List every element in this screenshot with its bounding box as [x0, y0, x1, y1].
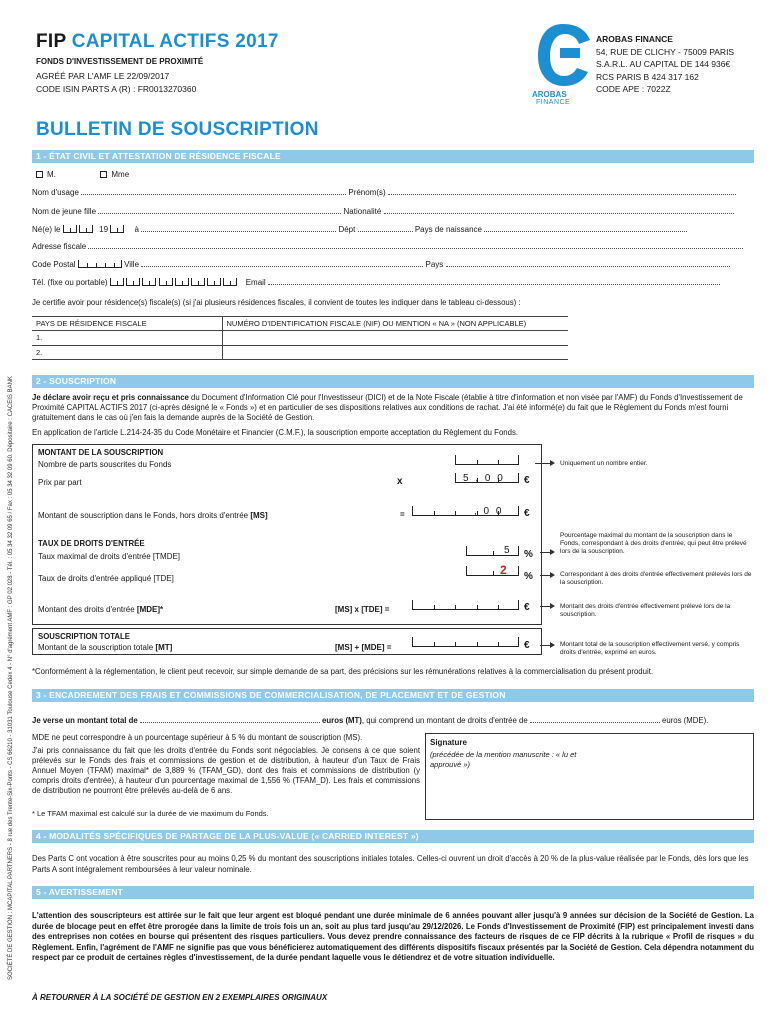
mde-note: MDE ne peut correspondre à un pourcentage supérieur à 5 % du montant de souscription (MS).	[32, 733, 363, 742]
footer-return: À RETOURNER À LA SOCIÉTÉ DE GESTION EN 2 EXEMPLAIRES ORIGINAUX	[32, 993, 328, 1002]
row-nom-jf	[32, 206, 734, 217]
label-nom-jeune-fille: Nom de jeune fille	[32, 207, 97, 216]
label-nationalite: Nationalité	[343, 207, 382, 216]
company-logo	[532, 20, 594, 106]
arrow-tde-head	[550, 572, 555, 578]
note-mde: Montant des droits d'entrée effectivement prélevé lors de la souscription.	[560, 603, 731, 618]
taux-applique-value: 2	[500, 563, 507, 577]
field-annee[interactable]	[110, 225, 124, 233]
arrow-mde	[540, 606, 550, 607]
row-verse	[32, 715, 708, 726]
checkbox-mme[interactable]	[100, 171, 107, 178]
tfam-paragraph: J'ai pris connaissance du fait que les droits d'entrée du Fonds sont négociables. Je consens à ce que soient prélevés sur le Fonds des frais et commissions de gestion et de distribution, à hauteur d'un Taux de Frais Annuel Moyen (TFAM) maximal* de 3,889 % (TFAM_GD), dont des frais et commissions de distribution (y compris droits d'entrée), à hauteur d'un pourcentage maximal de 1,556 % (TFAM_D). Les frais et commissions de distribution ne pourront être prélevés au-delà de 6 ans.	[32, 746, 420, 795]
field-lieu[interactable]	[141, 224, 336, 232]
fund-title-prefix: FIP	[36, 31, 67, 52]
label-code-postal: Code Postal	[32, 260, 76, 269]
table-header-nif: NUMÉRO D'IDENTIFICATION FISCALE (NIF) OU MENTION « NA » (NON APPLICABLE)	[222, 317, 568, 331]
mde-tag: [MDE]*	[136, 605, 164, 614]
row-adresse	[32, 241, 743, 252]
label-ne-le: Né(e) le	[32, 225, 61, 234]
montant-title: MONTANT DE LA SOUSCRIPTION	[38, 448, 164, 457]
field-pays-naissance[interactable]	[484, 224, 687, 232]
field-montant-total-verse[interactable]	[140, 715, 320, 723]
table-row[interactable]	[32, 331, 568, 345]
warning-text: L'attention des souscripteurs est attirée sur le fait que leur argent est bloqué pendant une durée minimale de 6 années pouvant aller jusqu'à 9 années sur décision de la Société de Gestion. La durée de blocage peut en effet être prorogée dans la limite de trois fois un an, soit au plus tard jusqu'au 29/12/2026. Le Fonds d'Investissement de Proximité (FIP) est principalement investi dans des entreprises non cotées en bourse qui présentent des risques particuliers. Vous devez prendre connaissance des facteurs de risques de ce FIP décrits à la rubrique « Profil de risques » du Règlement. Enfin, l'agrément de l'AMF ne signifie pas que vous bénéficierez automatiquement des différents dispositifs fiscaux présentés par la Société de Gestion. Cela dépendra notamment du respect par ce produit de certaines règles d'investissement, de la durée pendant laquelle vous le détiendrez et de votre situation individuelle.	[32, 911, 754, 962]
formula-mt: [MS] + [MDE] =	[335, 643, 392, 652]
row-ville	[32, 259, 730, 270]
euros-mt: euros (MT)	[319, 716, 362, 725]
field-prenoms[interactable]	[388, 187, 736, 195]
field-ville[interactable]	[141, 259, 423, 267]
tfam-note: * Le TFAM maximal est calculé sur la durée de vie maximum du Fonds.	[32, 809, 269, 818]
field-tel-1[interactable]	[110, 278, 124, 286]
euro-prix: €	[524, 475, 530, 486]
row-naissance	[32, 224, 687, 235]
taux-max-value: 5	[504, 545, 510, 556]
civility-row	[36, 170, 129, 180]
certify-text: Je certifie avoir pour résidence(s) fiscale(s) (si j'ai plusieurs résidences fiscales, il convient de toutes les indiquer dans le tableau ci-dessous) :	[32, 298, 521, 307]
pct-tde: %	[524, 571, 533, 582]
ms-value: , 0 0	[474, 506, 504, 517]
mt-tag: [MT]	[155, 643, 173, 652]
field-montant-mde[interactable]	[412, 600, 519, 610]
label-montant-droits	[38, 605, 163, 615]
x-sign: x	[397, 476, 403, 487]
table-row-label: 1.	[32, 331, 222, 345]
company-rcs: RCS PARIS B 424 317 162	[596, 71, 699, 82]
field-adresse[interactable]	[88, 241, 743, 249]
row-nom	[32, 187, 736, 198]
label-prenoms: Prénom(s)	[348, 188, 386, 197]
label-a: à	[134, 225, 139, 234]
arrow-mde-head	[550, 603, 555, 609]
field-email[interactable]	[268, 277, 720, 285]
company-info	[596, 33, 734, 96]
sidebar-legal-text: SOCIÉTÉ DE GESTION : MCAPITAL PARTNERS - 8 rue des Trente-Six-Ponts - CS 66210 - 31031 Toulouse Cedex 4 - N° d'agrément AMF : GP 02 028 - Tél. : 05 34 32 09 65 / Fax : 05 34 32 09 60. Dépositaire : CACEIS BANK	[8, 376, 14, 980]
fund-title	[36, 30, 279, 54]
field-nationalite[interactable]	[384, 206, 734, 214]
euros-mde: euros (MDE).	[659, 716, 709, 725]
label-prix-part: Prix par part	[38, 478, 82, 487]
label-tel: Tél. (fixe ou portable)	[32, 278, 108, 287]
carried-interest-text: Des Parts C ont vocation à être souscrites pour au moins 0,25 % du montant des souscriptions initiales totales. Celles-ci ouvrent un droit d'accès à 20 % de la plus-value réalisée par le Fonds, dès lors que les Parts A sont intégralement remboursées à leur valeur nominale.	[32, 854, 749, 874]
note-tde: Correspondant à des droits d'entrée effectivement prélevés lors de la souscription.	[560, 571, 752, 586]
field-taux-applique[interactable]	[466, 566, 519, 576]
page-title: BULLETIN DE SOUSCRIPTION	[36, 119, 319, 140]
company-capital: S.A.R.L. AU CAPITAL DE 144 936€	[596, 59, 731, 69]
arrow-tde	[540, 575, 550, 576]
table-cell-nif-1[interactable]	[222, 331, 568, 345]
field-nom-usage[interactable]	[81, 187, 346, 195]
fund-isin: CODE ISIN PARTS A (R) : FR0013270360	[36, 84, 197, 94]
section-2-heading: 2 - SOUSCRIPTION	[32, 375, 754, 388]
arrow-parts	[535, 463, 550, 464]
montant-droits-text: Montant des droits d'entrée	[38, 605, 137, 614]
field-jour[interactable]	[63, 225, 77, 233]
field-tel-8[interactable]	[223, 278, 237, 286]
label-taux-max: Taux maximal de droits d'entrée [TMDE]	[38, 552, 181, 561]
label-montant-hors	[38, 511, 268, 521]
label-taux-applique: Taux de droits d'entrée appliqué [TDE]	[38, 574, 174, 583]
table-row[interactable]	[32, 345, 568, 359]
pct-tmde: %	[524, 549, 533, 560]
formula-mde: [MS] x [TDE] =	[335, 605, 390, 614]
row-tel	[32, 277, 720, 288]
arrow-tmde	[540, 552, 550, 553]
signature-hint: (précédée de la mention manuscrite : « lu et approuvé »)	[430, 750, 577, 769]
fund-approval: AGRÉÉ PAR L'AMF LE 22/09/2017	[36, 71, 170, 81]
label-nombre-parts: Nombre de parts souscrites du Fonds	[38, 460, 172, 469]
company-name: AROBAS FINANCE	[596, 34, 673, 44]
field-tel-7[interactable]	[207, 278, 221, 286]
label-mme: Mme	[111, 170, 130, 179]
declaration-rest: du Document d'Information Clé pour l'Investisseur (DICI) et de la Note Fiscale (établie à titre d'information et non visée par l'AMF) du Fonds d'Investissement de Proximité CAPITAL ACTIFS 2017 (ci-après désigné le « Fonds ») et en particulier de ses dispositions relatives aux conditions de rachat. J'ai été informé(e) du fait que le Règlement du Fonds m'est fourni gratuitement dans le cas où j'en fais la demande auprès de la Société de Gestion.	[32, 393, 743, 422]
euro-mt: €	[524, 640, 530, 651]
field-code-postal[interactable]	[78, 260, 122, 268]
note-mt: Montant total de la souscription effectivement versé, y compris droits d'entrée, exprimé en euros.	[560, 641, 740, 656]
label-email: Email	[245, 278, 266, 287]
label-adresse: Adresse fiscale	[32, 242, 87, 251]
ms-tag: [MS]	[250, 511, 268, 520]
company-address: 54, RUE DE CLICHY - 75009 PARIS	[596, 46, 735, 57]
section-4-heading: 4 - MODALITÉS SPÉCIFIQUES DE PARTAGE DE LA PLUS-VALUE (« CARRIED INTEREST »)	[32, 830, 754, 843]
arrow-mt	[540, 645, 550, 646]
section-3-heading: 3 - ENCADREMENT DES FRAIS ET COMMISSIONS DE COMMERCIALISATION, DE PLACEMENT ET DE GESTION	[32, 689, 754, 702]
field-tel-5[interactable]	[175, 278, 189, 286]
label-pays: Pays	[425, 260, 444, 269]
logo-word-2: FINANCE	[536, 99, 571, 106]
label-m: M.	[47, 170, 56, 179]
declaration-text	[32, 393, 754, 423]
label-ville: Ville	[124, 260, 140, 269]
montant-total-text: Montant de la souscription totale	[38, 643, 156, 652]
checkbox-m[interactable]	[36, 171, 43, 178]
field-taux-max	[466, 546, 519, 556]
eq-ms: =	[400, 510, 405, 519]
field-pays[interactable]	[446, 259, 730, 267]
note-tmde: Pourcentage maximal du montant de la souscription dans le Fonds, correspondant à des droits d'entrée, qui peut être prélevé lors de la souscription.	[560, 532, 747, 555]
section-5-heading: 5 - AVERTISSEMENT	[32, 886, 754, 899]
table-header-pays: PAYS DE RÉSIDENCE FISCALE	[32, 317, 222, 331]
taux-title: TAUX DE DROITS D'ENTRÉE	[38, 539, 145, 548]
signature-box[interactable]	[425, 733, 754, 820]
prix-part-value: 5 , 0 0	[463, 473, 505, 484]
section-1-heading: 1 - ÉTAT CIVIL ET ATTESTATION DE RÉSIDENCE FISCALE	[32, 150, 754, 163]
field-nom-jeune-fille[interactable]	[98, 206, 341, 214]
label-dept: Dépt	[338, 225, 356, 234]
fund-title-rest: CAPITAL ACTIFS 2017	[71, 31, 279, 52]
total-title: SOUSCRIPTION TOTALE	[38, 632, 130, 641]
euro-ms: €	[524, 508, 530, 519]
total-box-outline	[32, 628, 542, 655]
field-tel-6[interactable]	[191, 278, 205, 286]
field-nombre-parts[interactable]	[455, 455, 519, 465]
application-text: En application de l'article L.214-24-35 du Code Monétaire et Financier (C.M.F.), la souscription emporte acceptation du Règlement du Fonds.	[32, 428, 519, 437]
montant-hors-text: Montant de souscription dans le Fonds, hors droits d'entrée	[38, 511, 251, 520]
signature-title: Signature	[430, 738, 467, 747]
label-pays-naissance: Pays de naissance	[414, 225, 482, 234]
field-tel-3[interactable]	[142, 278, 156, 286]
declaration-bold: Je déclare avoir reçu et pris connaissance	[32, 393, 189, 402]
table-cell-nif-2[interactable]	[222, 345, 568, 359]
comprend-text: , qui comprend un montant de droits d'entrée de	[361, 716, 528, 725]
field-tel-2[interactable]	[126, 278, 140, 286]
montant-box	[32, 444, 542, 625]
residence-table	[32, 316, 568, 360]
arobas-logo-icon	[532, 20, 594, 90]
label-year-prefix: 19	[99, 225, 109, 234]
company-ape: CODE APE : 7022Z	[596, 84, 671, 94]
fund-type: FONDS D'INVESTISSEMENT DE PROXIMITÉ	[36, 57, 204, 66]
label-nom-usage: Nom d'usage	[32, 188, 79, 197]
arrow-tmde-head	[550, 549, 555, 555]
arrow-parts-head	[550, 460, 555, 466]
arrow-mt-head	[550, 642, 555, 648]
verse-bold: Je verse un montant total de	[32, 716, 138, 725]
field-mois[interactable]	[79, 225, 93, 233]
field-dept[interactable]	[358, 224, 413, 232]
table-header-row	[32, 317, 568, 331]
logo-word-1: AROBAS	[532, 90, 567, 99]
field-tel-4[interactable]	[159, 278, 173, 286]
table-row-label: 2.	[32, 345, 222, 359]
footnote-regulation: *Conformément à la réglementation, le client peut recevoir, sur simple demande de sa part, des précisions sur les rémunérations relatives à la commercialisation du présent produit.	[32, 667, 654, 676]
field-montant-droits-verse[interactable]	[530, 715, 660, 723]
note-parts: Uniquement un nombre entier.	[560, 460, 648, 467]
euro-mde: €	[524, 602, 530, 613]
